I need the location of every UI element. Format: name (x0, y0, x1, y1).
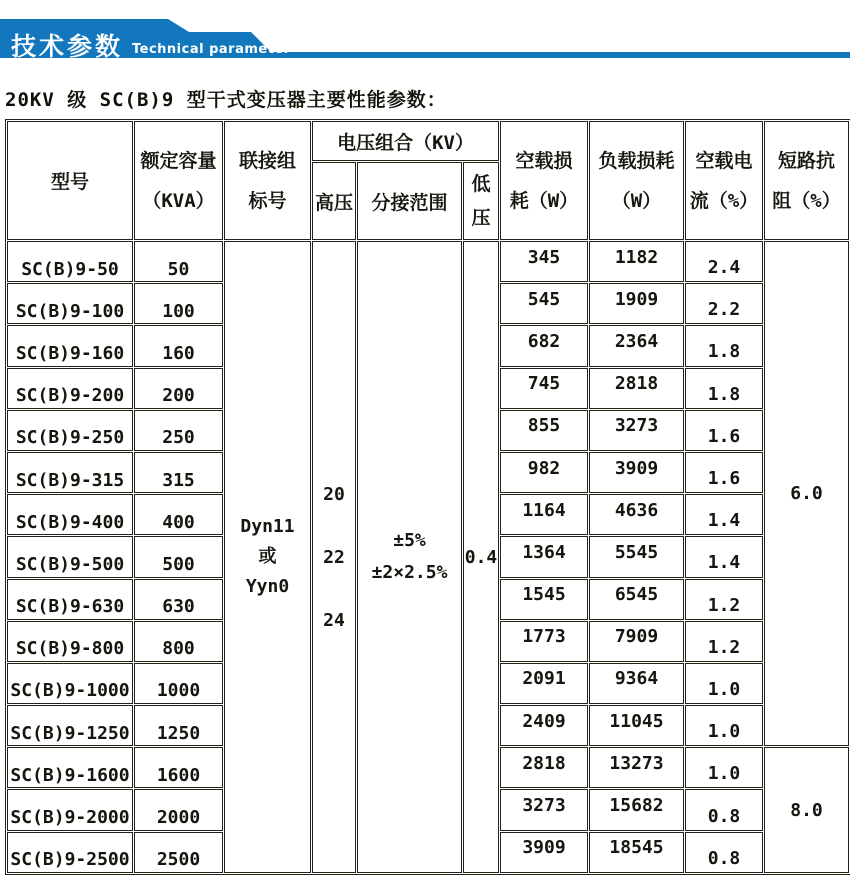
header-load-loss-line1: 负载损耗 (598, 149, 675, 172)
cell-no-load-loss: 982 (500, 452, 588, 493)
cell-model: SC(B)9-315 (7, 452, 133, 493)
header-lv (463, 162, 499, 240)
hv-value-1: 20 (323, 483, 345, 505)
cell-model: SC(B)9-630 (7, 579, 133, 620)
cell-model: SC(B)9-100 (7, 283, 133, 324)
header-tap-range: 分接范围 (357, 162, 462, 240)
cell-no-load-current: 1.0 (685, 663, 763, 704)
cell-impedance-lower: 8.0 (764, 747, 849, 873)
cell-model: SC(B)9-2000 (7, 789, 133, 830)
cell-capacity: 200 (134, 368, 223, 409)
cell-capacity: 160 (134, 325, 223, 366)
cell-no-load-current: 1.6 (685, 410, 763, 451)
tap-range-line2: ±2×2.5% (371, 562, 448, 583)
cell-no-load-loss: 2091 (500, 663, 588, 704)
cell-load-loss: 3273 (589, 410, 684, 451)
hv-value-2: 22 (323, 546, 345, 568)
table-caption: 20KV 级 SC(B)9 型干式变压器主要性能参数： (5, 89, 447, 111)
connection-line2: 或 (258, 546, 277, 567)
cell-capacity: 630 (134, 579, 223, 620)
cell-model: SC(B)9-1000 (7, 663, 133, 704)
cell-no-load-current: 1.6 (685, 452, 763, 493)
cell-model: SC(B)9-1250 (7, 705, 133, 746)
cell-no-load-current: 1.0 (685, 705, 763, 746)
header-connection (224, 121, 311, 240)
cell-no-load-loss: 545 (500, 283, 588, 324)
cell-no-load-current: 1.0 (685, 747, 763, 788)
hv-value-3: 24 (323, 609, 345, 631)
cell-load-loss: 2364 (589, 325, 684, 366)
header-connection-line1: 联接组 (238, 149, 296, 172)
cell-capacity: 500 (134, 536, 223, 577)
cell-capacity: 315 (134, 452, 223, 493)
cell-model: SC(B)9-50 (7, 241, 133, 282)
cell-capacity: 250 (134, 410, 223, 451)
banner-title: 技术参数 (11, 32, 124, 61)
cell-no-load-current: 1.8 (685, 368, 763, 409)
banner-subtitle: Technical parameter (132, 42, 291, 57)
cell-no-load-loss: 345 (500, 241, 588, 282)
cell-no-load-loss: 2409 (500, 705, 588, 746)
cell-load-loss: 15682 (589, 789, 684, 830)
cell-no-load-current: 1.4 (685, 494, 763, 535)
cell-no-load-current: 2.2 (685, 283, 763, 324)
tap-range-line1: ±5% (393, 530, 426, 551)
cell-model: SC(B)9-1600 (7, 747, 133, 788)
cell-model: SC(B)9-2500 (7, 832, 133, 873)
cell-capacity: 100 (134, 283, 223, 324)
banner-ribbon (0, 19, 850, 58)
cell-no-load-current: 1.8 (685, 325, 763, 366)
header-load-loss (589, 121, 684, 240)
header-no-load-loss-line1: 空载损 (515, 149, 573, 172)
header-capacity-line2: （KVA） (142, 189, 215, 212)
cell-model: SC(B)9-200 (7, 368, 133, 409)
cell-load-loss: 1182 (589, 241, 684, 282)
header-impedance-line1: 短路抗 (778, 149, 836, 172)
cell-no-load-current: 2.4 (685, 241, 763, 282)
banner-shape (0, 18, 850, 58)
cell-no-load-current: 0.8 (685, 789, 763, 830)
header-capacity-line1: 额定容量 (140, 149, 217, 172)
header-model: 型号 (7, 121, 133, 240)
cell-lv-value: 0.4 (463, 241, 499, 873)
cell-load-loss: 18545 (589, 832, 684, 873)
header-capacity (134, 121, 223, 240)
cell-no-load-loss: 3273 (500, 789, 588, 830)
cell-no-load-loss: 2818 (500, 747, 588, 788)
cell-load-loss: 3909 (589, 452, 684, 493)
header-no-load-loss-line2: 耗（W） (509, 189, 579, 212)
cell-load-loss: 4636 (589, 494, 684, 535)
header-connection-line2: 标号 (248, 189, 287, 212)
header-hv: 高压 (312, 162, 356, 240)
cell-capacity: 1250 (134, 705, 223, 746)
cell-hv-values (312, 241, 356, 873)
cell-load-loss: 6545 (589, 579, 684, 620)
cell-capacity: 2500 (134, 832, 223, 873)
cell-load-loss: 9364 (589, 663, 684, 704)
cell-capacity: 2000 (134, 789, 223, 830)
cell-model: SC(B)9-160 (7, 325, 133, 366)
cell-load-loss: 11045 (589, 705, 684, 746)
cell-no-load-loss: 1364 (500, 536, 588, 577)
cell-impedance-upper: 6.0 (764, 241, 849, 746)
connection-line3: Yyn0 (245, 576, 290, 597)
cell-no-load-current: 1.2 (685, 621, 763, 662)
header-no-load-loss (500, 121, 588, 240)
cell-no-load-loss: 3909 (500, 832, 588, 873)
cell-capacity: 50 (134, 241, 223, 282)
cell-tap-range (357, 241, 462, 873)
cell-connection-group (224, 241, 311, 873)
header-lv-line1: 低 (471, 173, 491, 195)
header-no-load-current (685, 121, 763, 240)
cell-load-loss: 7909 (589, 621, 684, 662)
header-impedance-line2: 阻（%） (772, 189, 841, 212)
table-row (7, 241, 849, 282)
cell-model: SC(B)9-250 (7, 410, 133, 451)
cell-no-load-loss: 745 (500, 368, 588, 409)
cell-capacity: 400 (134, 494, 223, 535)
cell-load-loss: 2818 (589, 368, 684, 409)
cell-no-load-loss: 855 (500, 410, 588, 451)
header-no-load-current-line2: 流（%） (689, 189, 759, 212)
cell-model: SC(B)9-800 (7, 621, 133, 662)
cell-load-loss: 13273 (589, 747, 684, 788)
cell-load-loss: 5545 (589, 536, 684, 577)
cell-no-load-current: 1.2 (685, 579, 763, 620)
cell-capacity: 800 (134, 621, 223, 662)
header-no-load-current-line1: 空载电 (695, 149, 753, 172)
header-load-loss-line2: （W） (611, 189, 662, 212)
cell-no-load-current: 0.8 (685, 832, 763, 873)
cell-no-load-loss: 1773 (500, 621, 588, 662)
connection-line1: Dyn11 (240, 516, 295, 537)
cell-model: SC(B)9-400 (7, 494, 133, 535)
header-voltage-combo: 电压组合（KV） (312, 121, 499, 161)
cell-capacity: 1000 (134, 663, 223, 704)
cell-no-load-current: 1.4 (685, 536, 763, 577)
cell-load-loss: 1909 (589, 283, 684, 324)
parameters-table (5, 119, 850, 875)
cell-no-load-loss: 682 (500, 325, 588, 366)
cell-no-load-loss: 1545 (500, 579, 588, 620)
cell-capacity: 1600 (134, 747, 223, 788)
header-impedance (764, 121, 849, 240)
cell-model: SC(B)9-500 (7, 536, 133, 577)
cell-no-load-loss: 1164 (500, 494, 588, 535)
header-lv-line2: 压 (471, 207, 491, 229)
